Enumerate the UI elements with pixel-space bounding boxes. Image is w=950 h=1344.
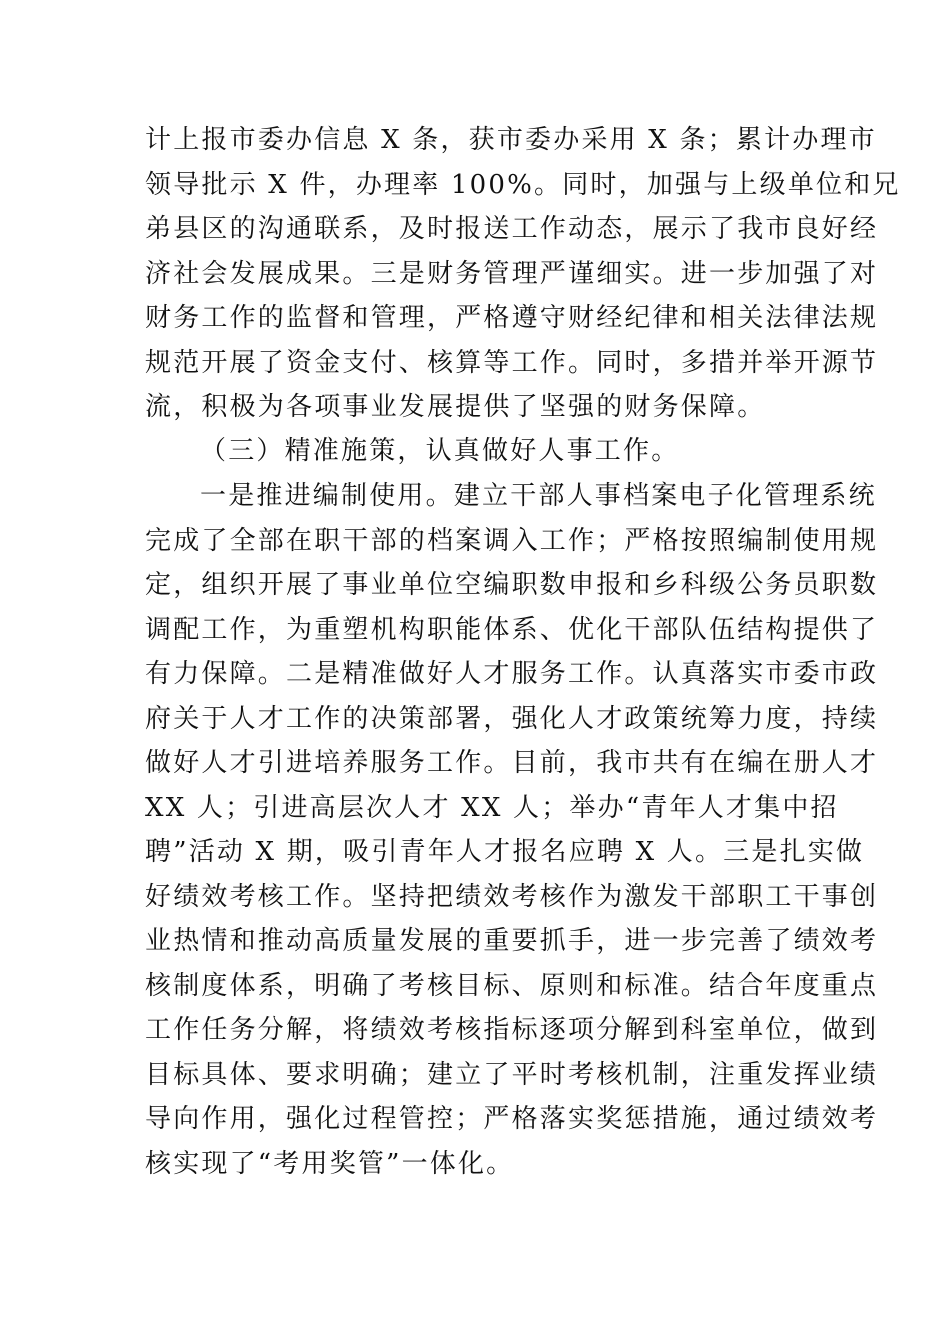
text-line: 业热情和推动高质量发展的重要抓手，进一步完善了绩效考 xyxy=(145,926,879,956)
text-line: 财务工作的监督和管理，严格遵守财经纪律和相关法律法规 xyxy=(145,303,879,333)
paragraph-personnel xyxy=(145,474,879,1186)
text-line: 流，积极为各项事业发展提供了坚强的财务保障。 xyxy=(145,392,766,422)
text-line: 导向作用，强化过程管控；严格落实奖惩措施，通过绩效考 xyxy=(145,1104,879,1134)
text-line: 府关于人才工作的决策部署，强化人才政策统筹力度，持续 xyxy=(145,703,879,734)
text-line: 济社会发展成果。三是财务管理严谨细实。进一步加强了对 xyxy=(145,258,879,289)
text-line: 规范开展了资金支付、核算等工作。同时，多措并举开源节 xyxy=(145,347,879,378)
text-line: 核实现了“考用奖管”一体化。 xyxy=(145,1148,515,1179)
text-line: 好绩效考核工作。坚持把绩效考核作为激发干部职工干事创 xyxy=(145,881,879,912)
heading-text: （三）精准施策，认真做好人事工作。 xyxy=(200,436,680,466)
text-line: 目标具体、要求明确；建立了平时考核机制，注重发挥业绩 xyxy=(145,1059,879,1090)
text-line: 核制度体系，明确了考核目标、原则和标准。结合年度重点 xyxy=(145,970,879,1001)
text-line: 领导批示 X 件，办理率 100%。同时，加强与上级单位和兄 xyxy=(145,169,901,200)
text-line: 调配工作，为重塑机构职能体系、优化干部队伍结构提供了 xyxy=(145,614,879,645)
text-line: 一是推进编制使用。建立干部人事档案电子化管理系统 xyxy=(200,481,877,511)
text-line: 有力保障。二是精准做好人才服务工作。认真落实市委市政 xyxy=(145,659,879,689)
text-line: 做好人才引进培养服务工作。目前，我市共有在编在册人才 xyxy=(145,748,879,778)
text-line: XX 人；引进高层次人才 XX 人；举办“青年人才集中招 xyxy=(145,792,839,823)
text-line: 弟县区的沟通联系，及时报送工作动态，展示了我市良好经 xyxy=(145,214,879,244)
text-line: 完成了全部在职干部的档案调入工作；严格按照编制使用规 xyxy=(145,525,879,556)
section-heading xyxy=(200,429,805,474)
text-line: 工作任务分解，将绩效考核指标逐项分解到科室单位，做到 xyxy=(145,1015,879,1045)
text-line: 计上报市委办信息 X 条，获市委办采用 X 条；累计办理市 xyxy=(145,125,877,155)
paragraph-finance xyxy=(145,118,901,430)
text-line: 定，组织开展了事业单位空编职数申报和乡科级公务员职数 xyxy=(145,570,879,600)
text-line: 聘”活动 X 期，吸引青年人才报名应聘 X 人。三是扎实做 xyxy=(145,837,865,867)
